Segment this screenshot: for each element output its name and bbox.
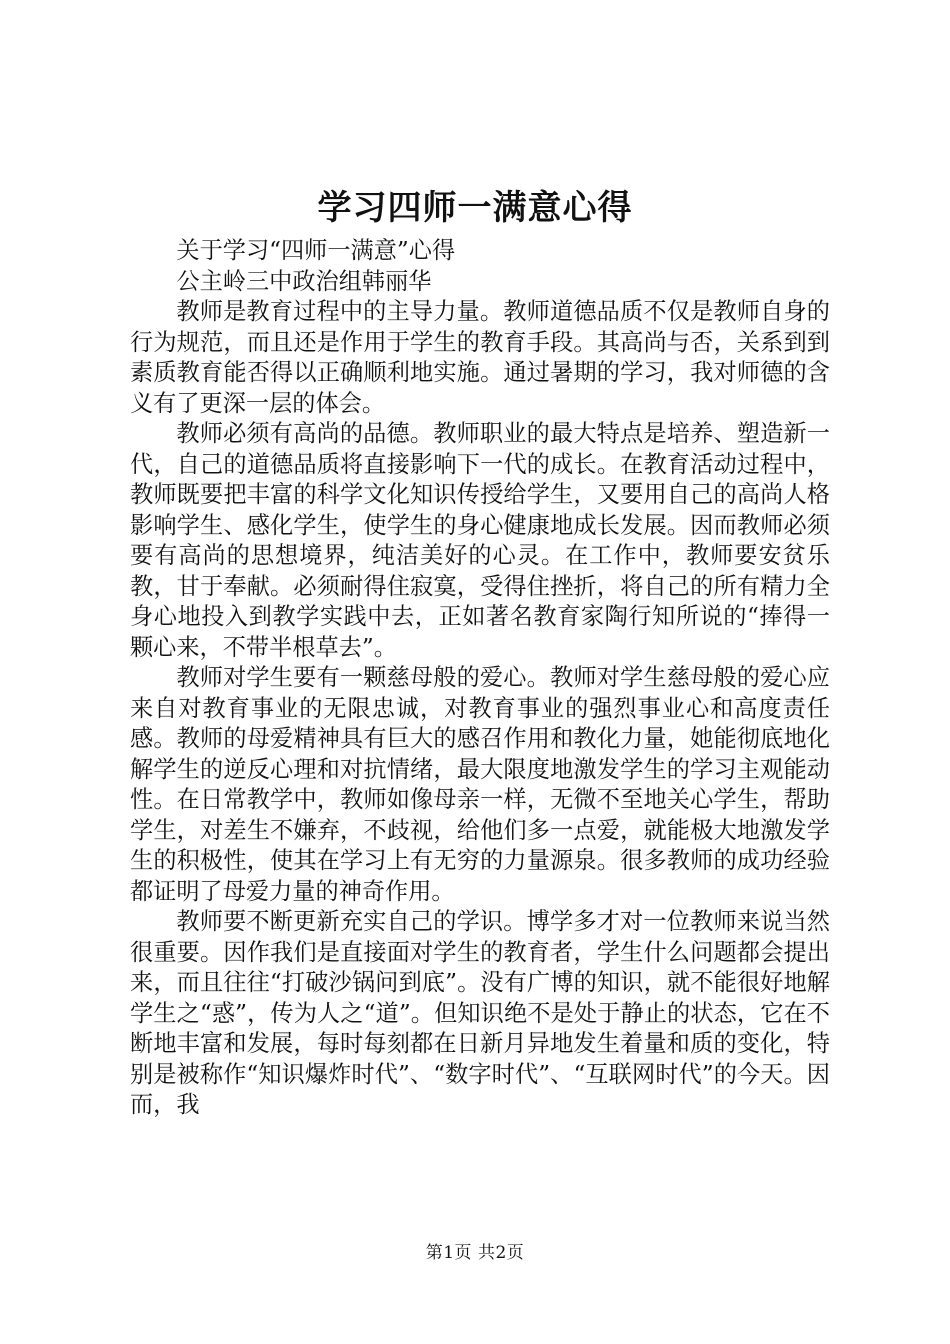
document-body: [130, 236, 830, 1121]
body-paragraph: 教师是教育过程中的主导力量。教师道德品质不仅是教师自身的行为规范，而且还是作用于学生的教育手段。其高尚与否，关系到到素质教育能否得以正确顺利地实施。通过暑期的学习，我对师德的含义有了更深一层的体会。: [130, 298, 830, 417]
body-paragraph: 教师必须有高尚的品德。教师职业的最大特点是培养、塑造新一代，自己的道德品质将直接影响下一代的成长。在教育活动过程中，教师既要把丰富的科学文化知识传授给学生，又要用自己的高尚人格影响学生、感化学生，使学生的身心健康地成长发展。因而教师必须要有高尚的思想境界，纯洁美好的心灵。在工作中，教师要安贫乐教，甘于奉献。必须耐得住寂寞，受得住挫折，将自己的所有精力全身心地投入到教学实践中去，正如著名教育家陶行知所说的“捧得一颗心来，不带半根草去”。: [130, 420, 830, 661]
subtitle-line: 关于学习“四师一满意”心得: [176, 237, 456, 264]
page-footer: 第1页 共2页: [425, 1243, 525, 1263]
body-paragraph: 教师对学生要有一颗慈母般的爱心。教师对学生慈母般的爱心应来自对教育事业的无限忠诚，对教育事业的强烈事业心和高度责任感。教师的母爱精神具有巨大的感召作用和教化力量，她能彻底地化解学生的逆反心理和对抗情绪，最大限度地激发学生的学习主观能动性。在日常教学中，教师如像母亲一样，无微不至地关心学生，帮助学生，对差生不嫌弃，不歧视，给他们多一点爱，就能极大地激发学生的积极性，使其在学习上有无穷的力量源泉。很多教师的成功经验都证明了母爱力量的神奇作用。: [130, 664, 830, 905]
body-paragraph: 教师要不断更新充实自己的学识。博学多才对一位教师来说当然很重要。因作我们是直接面对学生的教育者，学生什么问题都会提出来，而且往往“打破沙锅问到底”。没有广博的知识，就不能很好地解学生之“惑”，传为人之“道”。但知识绝不是处于静止的状态，它在不断地丰富和发展，每时每刻都在日新月异地发生着量和质的变化，特别是被称作“知识爆炸时代”、“数字时代”、“互联网时代”的今天。因而，我: [130, 908, 830, 1118]
document-title: 学习四师一满意心得: [317, 188, 633, 228]
author-line: 公主岭三中政治组韩丽华: [176, 267, 432, 295]
